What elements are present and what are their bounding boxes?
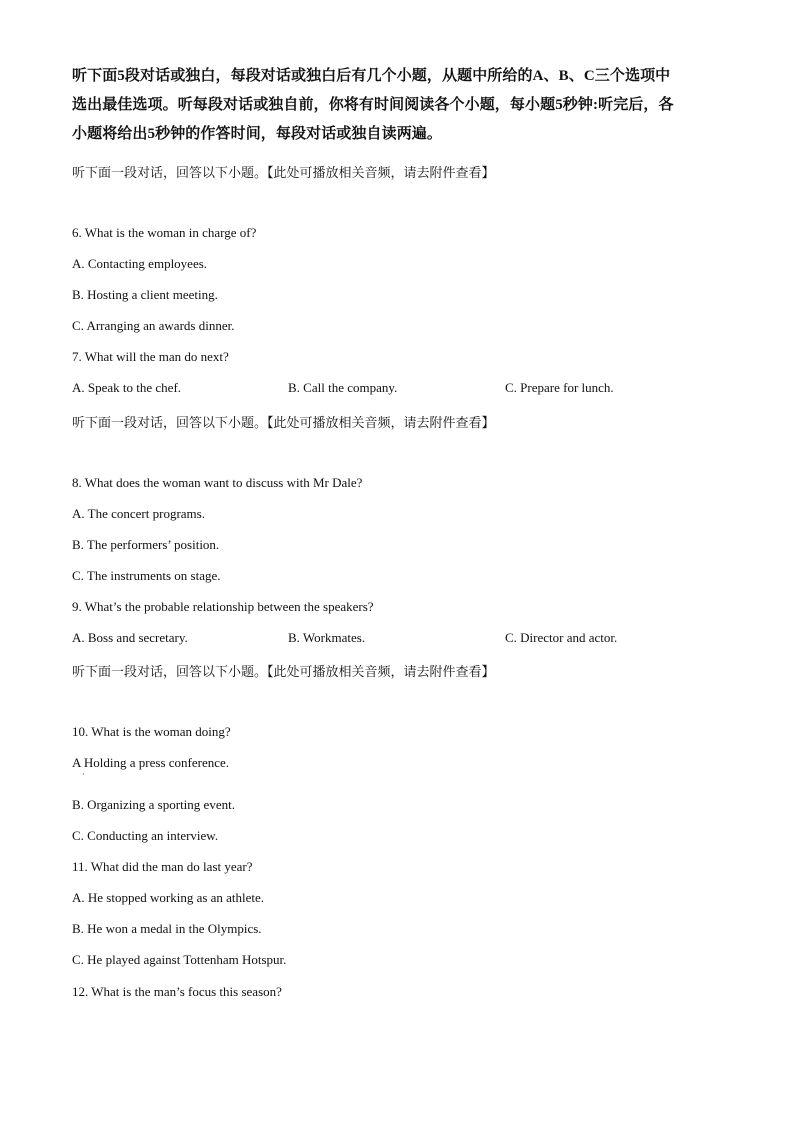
question-9-option-c: C. Director and actor. (505, 630, 618, 645)
question-7-option-a: A. Speak to the chef. (72, 380, 182, 395)
question-7-option-b: B. Call the company. (288, 380, 398, 395)
instructions-line-3: 小题将给出5秒钟的作答时间，每段对话或独自读两遍。 (72, 126, 443, 142)
question-8-option-b: B. The performers’ position. (72, 537, 220, 552)
question-11-option-b: B. He won a medal in the Olympics. (72, 921, 262, 936)
question-11-option-a: A. He stopped working as an athlete. (72, 890, 265, 905)
question-10-option-a: A Holding a press conference. (72, 755, 230, 770)
question-9-option-b: B. Workmates. (288, 630, 366, 645)
question-11-option-c: C. He played against Tottenham Hotspur. (72, 952, 287, 967)
question-10-option-b: B. Organizing a sporting event. (72, 797, 235, 812)
section-prompt-3: 听下面一段对话，回答以下小题。【此处可播放相关音频，请去附件查看】 (72, 664, 495, 679)
question-8-option-a: A. The concert programs. (72, 506, 205, 521)
instructions-line-2: 选出最佳选项。听每段对话或独自前，你将有时间阅读各个小题，每小题5秒钟:听完后，各 (72, 97, 674, 113)
instructions-line-1: 听下面5段对话或独白，每段对话或独白后有几个小题，从题中所给的A、B、C三个选项中 (72, 68, 671, 84)
question-11-stem: 11. What did the man do last year? (72, 859, 253, 874)
question-7-stem: 7. What will the man do next? (72, 349, 229, 364)
question-10-option-c: C. Conducting an interview. (72, 828, 219, 843)
question-6-option-b: B. Hosting a client meeting. (72, 287, 218, 302)
question-10-stem: 10. What is the woman doing? (72, 724, 231, 739)
question-6-option-a: A. Contacting employees. (72, 256, 208, 271)
question-6-option-c: C. Arranging an awards dinner. (72, 318, 235, 333)
question-9-stem: 9. What’s the probable relationship between the speakers? (72, 599, 374, 614)
question-6-stem: 6. What is the woman in charge of? (72, 225, 257, 240)
section-prompt-2: 听下面一段对话，回答以下小题。【此处可播放相关音频，请去附件查看】 (72, 415, 495, 430)
stray-dot-mark: · (82, 770, 85, 779)
question-9-option-a: A. Boss and secretary. (72, 630, 188, 645)
question-7-option-c: C. Prepare for lunch. (505, 380, 614, 395)
question-12-stem: 12. What is the man’s focus this season? (72, 984, 282, 999)
question-8-option-c: C. The instruments on stage. (72, 568, 221, 583)
section-prompt-1: 听下面一段对话，回答以下小题。【此处可播放相关音频，请去附件查看】 (72, 165, 495, 180)
question-8-stem: 8. What does the woman want to discuss with Mr Dale? (72, 475, 363, 490)
section-instructions (72, 62, 726, 149)
